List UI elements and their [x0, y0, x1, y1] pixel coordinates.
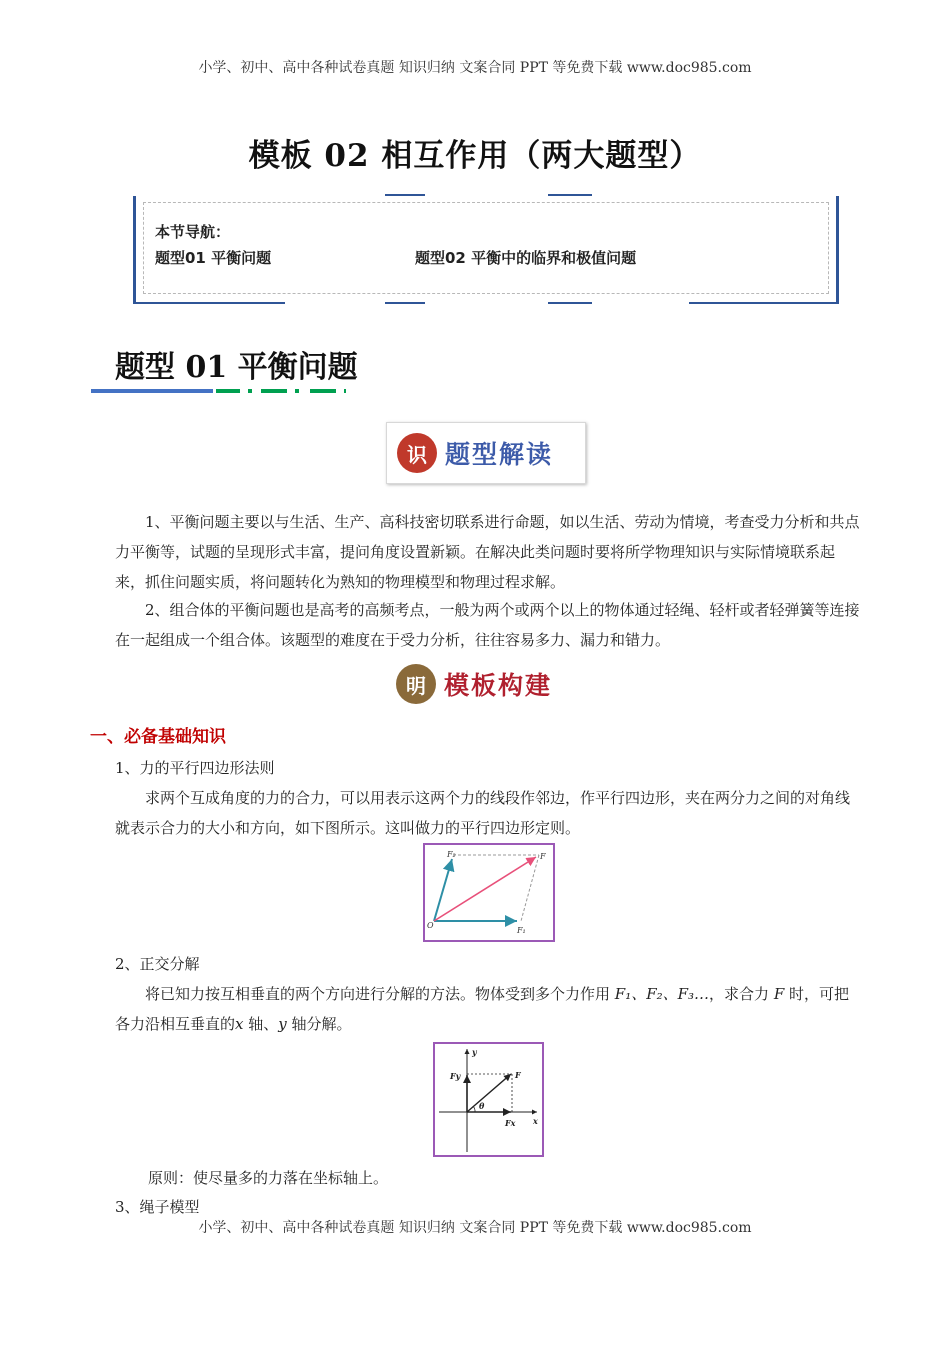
label-y: y	[472, 1047, 477, 1057]
section-title: 题型 01 平衡问题	[115, 350, 358, 385]
item2-title: 2、正交分解	[115, 955, 200, 973]
item2-text-e: 时，可把各力沿相互垂直的	[115, 985, 850, 1033]
label-f: F	[540, 852, 546, 861]
item2-text-a: 将已知力按互相垂直的两个方向进行分解的方法。物体受到多个力作用	[145, 985, 615, 1003]
page-footer: 小学、初中、高中各种试卷真题 知识归纳 文案合同 PPT 等免费下载 www.doc985.com	[198, 1220, 752, 1236]
section-underline-green	[261, 389, 287, 393]
badge-label: 模板构建	[444, 671, 553, 700]
parallelogram-figure	[423, 843, 555, 942]
nav-item-type02[interactable]: 题型02 平衡中的临界和极值问题	[415, 249, 637, 267]
label-f1: F₁	[517, 926, 526, 935]
item2-text-g: 轴、	[243, 1015, 279, 1033]
page-title: 模板 02 相互作用（两大题型）	[248, 138, 702, 174]
badge-template-building	[396, 660, 586, 708]
nav-item-type01[interactable]: 题型01 平衡问题	[155, 249, 272, 267]
intro-paragraph-2: 2、组合体的平衡问题也是高考的高频考点，一般为两个或两个以上的物体通过轻绳、轻杆或者轻弹簧等连接在一起组成一个组合体。该题型的难度在于受力分析，往往容易多力、漏力和错力。	[115, 601, 860, 649]
section-underline-green	[216, 389, 240, 393]
item2-text-c: ，求合力	[709, 985, 774, 1003]
basics-heading: 一、必备基础知识	[90, 727, 226, 747]
section-underline-blue	[91, 389, 213, 393]
intro-paragraph-1: 1、平衡问题主要以与生活、生产、高科技密切联系进行命题，如以生活、劳动为情境，考查受力分析和共点力平衡等，试题的呈现形式丰富，提问角度设置新颖。在解决此类问题时要将所学物理知识与实际情境联系起来，抓住问题实质，将问题转化为熟知的物理模型和物理过程求解。	[115, 513, 860, 591]
item2-forces: F₁、F₂、F₃…	[614, 985, 710, 1003]
item2-principle: 原则：使尽量多的力落在坐标轴上。	[148, 1169, 389, 1187]
section-underline-green	[344, 389, 346, 393]
nav-bottom-dash	[133, 302, 285, 304]
nav-heading: 本节导航：	[155, 223, 231, 241]
badge-label: 题型解读	[445, 440, 554, 469]
nav-right-border	[836, 196, 839, 304]
label-fx: Fx	[505, 1118, 516, 1128]
label-o: O	[427, 921, 434, 930]
seal-icon: 明	[396, 664, 436, 704]
label-f: F	[515, 1070, 521, 1080]
nav-top-dash	[548, 194, 592, 196]
item1-text: 求两个互成角度的力的合力，可以用表示这两个力的线段作邻边，作平行四边形，夹在两分力之间的对角线就表示合力的大小和方向，如下图所示。这叫做力的平行四边形定则。	[115, 789, 851, 837]
label-f2: F₂	[447, 850, 456, 859]
nav-top-dash	[385, 194, 425, 196]
nav-bottom-dash	[385, 302, 425, 304]
section-navigation	[133, 196, 839, 304]
label-x: x	[533, 1116, 538, 1126]
section-underline-green	[295, 389, 299, 393]
orthogonal-diagram	[435, 1044, 542, 1155]
page-header: 小学、初中、高中各种试卷真题 知识归纳 文案合同 PPT 等免费下载 www.doc985.com	[198, 60, 752, 76]
item1-title: 1、力的平行四边形法则	[115, 759, 275, 777]
section-underline-green	[248, 389, 252, 393]
item2-text	[115, 979, 860, 1039]
label-fy: Fy	[450, 1071, 461, 1081]
item3-title: 3、绳子模型	[115, 1198, 200, 1216]
nav-left-border	[133, 196, 136, 304]
badge-topic-interpretation	[386, 422, 586, 484]
nav-bottom-dash	[689, 302, 839, 304]
orthogonal-figure	[433, 1042, 544, 1157]
theta-arc	[473, 1106, 475, 1112]
parallelogram-diagram	[425, 845, 553, 940]
item2-text-i: 轴分解。	[286, 1015, 352, 1033]
seal-icon: 识	[397, 433, 437, 473]
nav-bottom-dash	[548, 302, 592, 304]
item2-x: x	[235, 1015, 244, 1033]
section-underline-green	[310, 389, 336, 393]
item2-resultant: F	[773, 985, 785, 1003]
label-theta: θ	[479, 1101, 485, 1111]
item2-y: y	[278, 1015, 287, 1033]
